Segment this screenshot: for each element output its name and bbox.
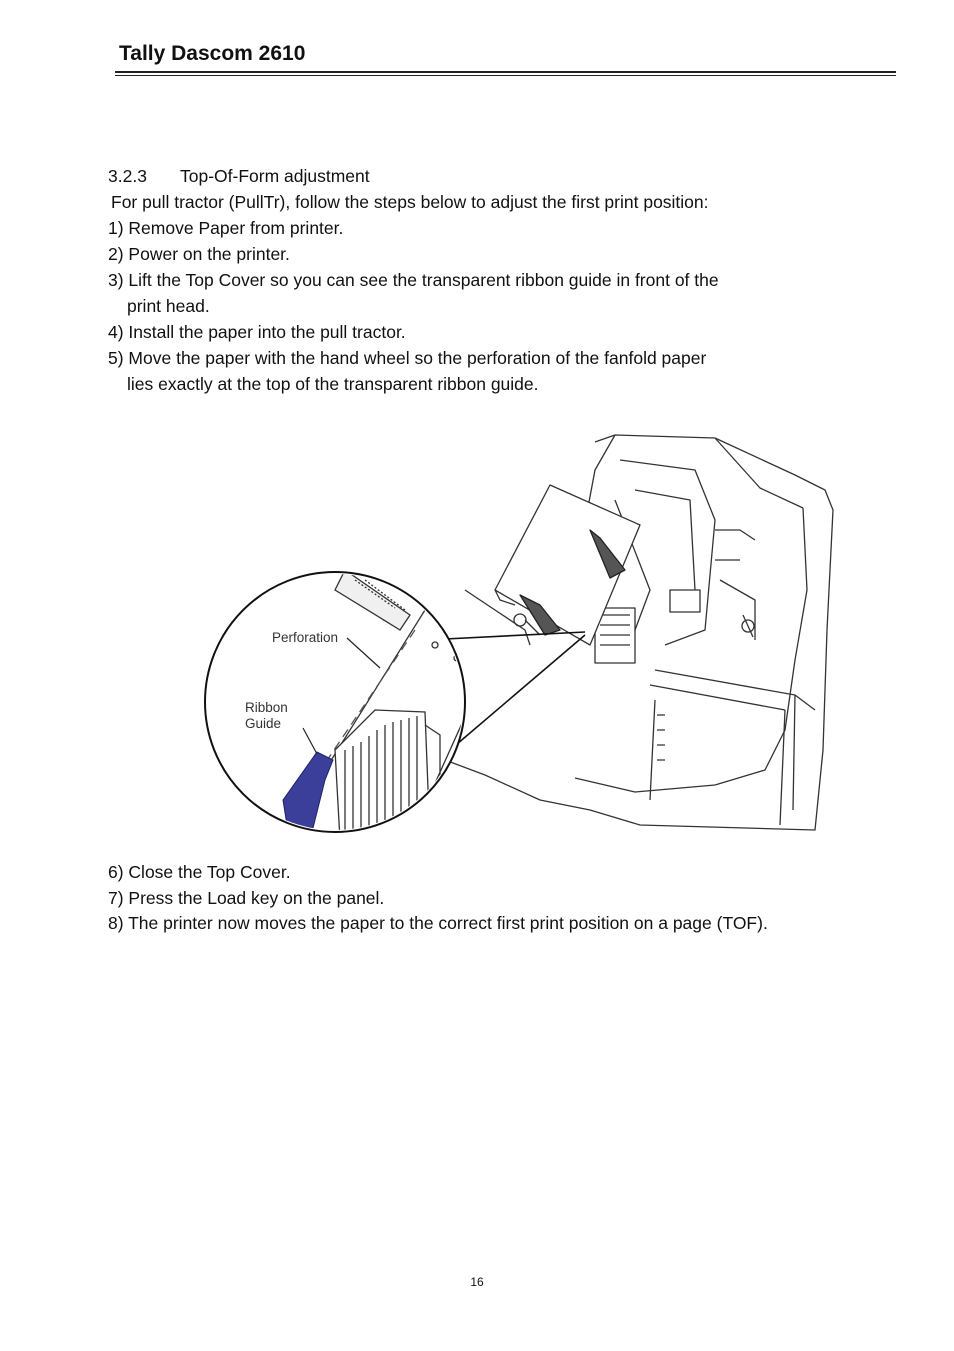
step-line: 3) Lift the Top Cover so you can see the transparent ribbon guide in front of the: [108, 270, 719, 290]
page-number: 16: [470, 1275, 484, 1289]
step-line-continuation: print head.: [127, 296, 210, 316]
step-line: 5) Move the paper with the hand wheel so the perforation of the fanfold paper: [108, 348, 707, 368]
header-rule-thick: [115, 71, 896, 73]
section-number: 3.2.3: [108, 166, 147, 186]
intro-paragraph: For pull tractor (PullTr), follow the steps below to adjust the first print position:: [111, 192, 709, 212]
printer-illustration: [195, 430, 835, 862]
step-line: 6) Close the Top Cover.: [108, 862, 291, 882]
section-heading: [108, 166, 370, 187]
step-line-continuation: lies exactly at the top of the transparent ribbon guide.: [127, 374, 539, 394]
header-rule-thin: [115, 75, 896, 76]
step-line: 2) Power on the printer.: [108, 244, 290, 264]
figure-label-perforation: Perforation: [272, 630, 339, 645]
figure-label-guide: Guide: [245, 716, 282, 731]
step-line: 1) Remove Paper from printer.: [108, 218, 344, 238]
step-line: 8) The printer now moves the paper to the correct first print position on a page (TOF).: [108, 913, 768, 933]
figure-label-ribbon: Ribbon: [245, 700, 288, 715]
step-line: 7) Press the Load key on the panel.: [108, 888, 385, 908]
section-title: Top-Of-Form adjustment: [180, 166, 370, 186]
page-header-title: Tally Dascom 2610: [119, 42, 306, 65]
step-line: 4) Install the paper into the pull tractor.: [108, 322, 406, 342]
